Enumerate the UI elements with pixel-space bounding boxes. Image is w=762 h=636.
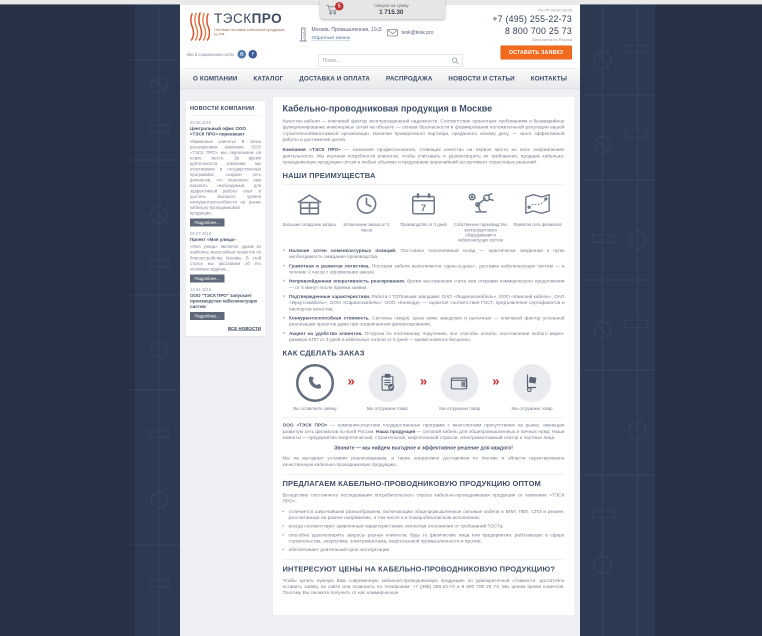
wallet-icon <box>450 375 469 391</box>
news-headline[interactable]: Проект «Моя улица» <box>190 237 236 243</box>
news-more-button[interactable]: Подробнее... <box>190 312 225 320</box>
social-label: Мы в социальных сетях <box>187 51 235 57</box>
wholesale-item: ▪ отличается широчайшим разнообразием, включающим общепромышленные силовые кабели в БПИ, ПВХ, СПЭ и резине, рассчитанные на разное напряжение, в том числе и в пожаробезопасном исполнении; <box>283 509 565 521</box>
advantage-item: Большие складские запасы <box>283 192 337 243</box>
main-content <box>272 96 575 616</box>
main-nav <box>180 68 580 89</box>
order-step: Мы отгружаем товар <box>358 364 417 411</box>
delivery-paragraph: Мы на выгодных условиях реализовываем, а также оперативно доставляем по Москве и области гарантированно качественную кабельно-проводниковую продукцию. <box>282 455 565 468</box>
step-arrow-icon <box>348 373 355 402</box>
cart-count-badge: 5 <box>335 2 344 11</box>
prices-section <box>283 559 565 596</box>
step-arrow-icon <box>420 373 427 402</box>
header-contacts <box>492 8 572 60</box>
intro-paragraph: Качество кабеля — ключевой фактор эксплуатационной надежности. Соответствие проектным требованиям и безаварийное функционирование инженерных сетей на объекте — основа безопасности и формирования положительной репутации вашей строительной/монтажной организации. Наличие проверенного партнера, преданного своему делу, — залог эффективной работы и достижения целей. <box>282 118 565 143</box>
wholesale-intro: Вследствие постоянного исследования потребительского спроса кабельно-проводниковая продукция от компании «ТЭСК ПРО»: <box>282 492 565 505</box>
nav-catalog[interactable]: КАТАЛОГ <box>253 75 284 82</box>
advantage-item: 7 Производство от 3 дней <box>397 192 451 243</box>
news-sidebar <box>185 100 266 337</box>
news-item <box>190 231 261 282</box>
site-column <box>180 4 580 636</box>
phone-free: 8 800 700 25 73 <box>504 26 572 36</box>
news-excerpt: Уважаемые клиенты! В связи расширением компании ООО «ТЭСК ПРО» мы переезжаем на новое место. За время деятельности компании мы участвовали в государственных программах, создали сеть филиалов, что позволило нам накопить необходимый для эффективной работы опыт и достичь высокого уровня конкурентоспособности на рынке кабельно-проводниковой продукции. <box>190 138 261 216</box>
svg-text:7: 7 <box>420 203 427 214</box>
all-news <box>190 326 261 331</box>
nav-about[interactable]: О КОМПАНИИ <box>193 75 238 82</box>
facebook-icon[interactable]: f <box>249 50 258 59</box>
prices-title: ИНТЕРЕСУЮТ ЦЕНЫ НА КАБЕЛЬНО-ПРОВОДНИКОВУЮ ПРОДУКЦИЮ? <box>282 564 556 574</box>
advantages-row <box>283 185 565 243</box>
callback-link[interactable]: Обратный звонок <box>311 35 350 41</box>
phone-main: +7 (495) 255-22-73 <box>492 14 572 24</box>
cart-label: товаров на сумму <box>373 2 409 8</box>
background-right <box>655 0 762 636</box>
news-date: 25.08.2016 <box>190 120 212 125</box>
order-step: Мы отгружаем товар <box>430 364 489 411</box>
call-us-callout: Звоните — мы найдем выгодное и эффективное решение для каждого! <box>334 445 513 452</box>
calendar-icon <box>410 192 438 216</box>
features-list <box>283 248 565 343</box>
order-title: КАК СДЕЛАТЬ ЗАКАЗ <box>282 349 365 358</box>
search-input[interactable] <box>319 58 452 64</box>
phone-icon <box>307 375 324 392</box>
wholesale-item: ▪ всегда соответствует заявленным характеристикам, исключая отклонения от требований ГОСТа; <box>283 524 565 530</box>
warehouse-icon <box>296 192 324 216</box>
cart-tab[interactable] <box>320 0 445 19</box>
map-icon <box>524 192 552 216</box>
advantage-item: Исполнение заказа от 2 часов <box>340 192 394 243</box>
wholesale-title: ПРЕДЛАГАЕМ КАБЕЛЬНО-ПРОВОДНИКОВУЮ ПРОДУКЦИЮ ОПТОМ <box>282 479 541 489</box>
news-date: 14.04.2015 <box>190 286 212 292</box>
search-icon[interactable] <box>452 57 460 65</box>
email-block <box>387 29 434 37</box>
news-item <box>190 120 261 227</box>
order-step: Вы оставляете заявку <box>286 364 345 411</box>
nav-delivery[interactable]: ДОСТАВКА И ОПЛАТА <box>299 75 371 82</box>
advantage-item: Развитая сеть филиалов <box>511 192 565 243</box>
wholesale-item: ▪ способна удовлетворить запросы разных клиентов, будь то физические лица или предприятия, работающие в сфере строительства, энергетики, электромонтажа, нефтегазовой промышленности и прочие; <box>283 532 565 544</box>
logo-subtitle: Оптовые поставки кабельной продукции по РФ <box>214 27 285 37</box>
wholesale-section <box>283 474 565 553</box>
step-arrow-icon <box>492 373 499 402</box>
news-more-button[interactable]: Подробнее... <box>190 274 225 282</box>
building-icon <box>299 27 308 42</box>
news-more-button[interactable]: Подробнее... <box>190 219 225 227</box>
page-body <box>180 89 580 636</box>
order-step: Мы отгружаем товар <box>502 364 561 411</box>
news-item <box>190 287 261 320</box>
company-paragraph: Компания «ТЭСК ПРО» — компания профессионалов, ставящих качество на первое место во всех направлениях деятельности. Мы изучаем потребности клиентов, чтобы учитывать и удовлетворять их требования, продаем кабельно-проводниковую продукцию оптом в любых объемах и предлагаем широчайший ассортимент отраслевых решений. <box>282 147 565 166</box>
envelope-icon <box>387 29 398 37</box>
search-box <box>318 54 463 67</box>
feature-item: » Подтвержденные характеристики. Работа с ТОПовыми заводами: ОАО «Людиновокабель», ООО «Камский кабель», ОАО «Иркутсккабель», ООО «Сарансккабель», ООО «Конкорд» — гарантия соответствия ГОСТ, предъявления сертификатов и паспортов качества. <box>283 294 565 313</box>
feature-item: » Конкурентоспособная стоимость. Системы скидок, цены ниже заводских и рыночных — ключевой фактор успешной реализации проектов даже при ограниченном финансировании. <box>283 315 565 327</box>
request-button[interactable]: ОСТАВИТЬ ЗАЯВКУ <box>500 46 572 60</box>
prices-paragraph: Чтобы купить нужную Вам современную кабельно-проводниковую продукцию по демократичной стоимости, достаточно оставить заявку на сайте или позвонить по телефонам: +7 (495) 255-22-73 и 8 800 700 25 73. Мы ценим время клиентов. Поэтому Вы сможете получить от нас коммерческое <box>282 577 565 596</box>
logo-mark-icon <box>189 12 210 41</box>
logo-name: ТЭСКПРО <box>214 11 283 26</box>
news-headline[interactable]: ООО "ТЭСК ПРО" запускает производство кабеленесущих систем <box>190 292 258 310</box>
news-date: 06.07.2016 <box>190 231 212 237</box>
phone-note: Бесплатно по России <box>532 37 572 42</box>
nav-contacts[interactable]: КОНТАКТЫ <box>530 75 567 82</box>
working-hours: Пн-Пт 09:00-18:00 <box>538 8 572 13</box>
order-steps <box>283 362 565 411</box>
feature-item: » Грамотная и развитая логистика. Поставки кабеля выполняются «день-в-день», доставка кабеленесущих систем — в течение 2 часов с оформления заказа. <box>283 263 565 275</box>
address-block <box>299 27 382 42</box>
feature-item: » Непревзойденная оперативность реагирования. Время выставления счета или отправки коммерческого предложения — от 5 минут после приема заявки. <box>283 279 565 291</box>
background-left <box>0 0 135 636</box>
news-excerpt: «Моя улица» является одним из наиболее масштабных проектов по благоустройству Москвы. В этой статье мы расскажем об его основных задачах... <box>190 244 261 272</box>
trolley-icon <box>523 374 541 393</box>
robot-arm-icon <box>467 192 495 216</box>
wholesale-item: ▪ обеспечивает длительный срок эксплуатации. <box>283 547 565 553</box>
email-link[interactable]: tesk@tesk.pro <box>401 30 434 36</box>
about-section <box>283 417 565 468</box>
news-sidebar-title: НОВОСТИ КОМПАНИИ <box>190 106 261 116</box>
news-headline[interactable]: Центральный офис ООО «ТЭСК ПРО» переезжает <box>190 126 246 137</box>
all-news-link[interactable]: ВСЕ НОВОСТИ <box>227 326 261 332</box>
vk-icon[interactable]: B <box>238 50 247 59</box>
social-links <box>187 50 260 59</box>
nav-news[interactable]: НОВОСТИ И СТАТЬИ <box>448 75 515 82</box>
feature-item: » Наличие сотен номенклатурных позиций. Постоянно пополняемый склад — практически сведенная к нулю необходимость ожидания производства. <box>283 248 565 260</box>
advantage-item: Собственное производство электрощитового оборудования и кабеленесущих систем <box>454 192 508 243</box>
about-paragraph: ООО «ТЭСК ПРО» — компания-участник государственных программ с многолетним присутствием на рынке, имеющая развитую сеть филиалов по всей России. Наша продукция — силовой кабель для общепромышленных и личных нужд. Наши клиенты — предприятия энергетической, строительной, нефтегазовой отрасли, электромонтажный сектор и частные лица. <box>282 422 565 441</box>
address-text: Москва, Промышленная, 11с3 <box>311 27 382 33</box>
nav-sale[interactable]: РАСПРОДАЖА <box>386 75 433 82</box>
page-title: Кабельно-проводниковая продукция в Москве <box>282 103 493 114</box>
cart-total: 1 715.30 <box>379 8 404 16</box>
wholesale-list <box>283 509 565 554</box>
circuit-pattern-right <box>580 0 655 636</box>
logo[interactable] <box>189 12 289 41</box>
clipboard-icon <box>378 374 396 393</box>
advantages-title: НАШИ ПРЕИМУЩЕСТВА <box>282 171 376 181</box>
clock-icon <box>354 192 379 216</box>
feature-item: » Акцент на удобство клиентов. Отгрузка по платежному поручению, все способы оплаты, изготовление любого марко-размера КПП от 3 дней и кабельных лотков от 5 дней — время клиента бесценно. <box>283 331 565 343</box>
